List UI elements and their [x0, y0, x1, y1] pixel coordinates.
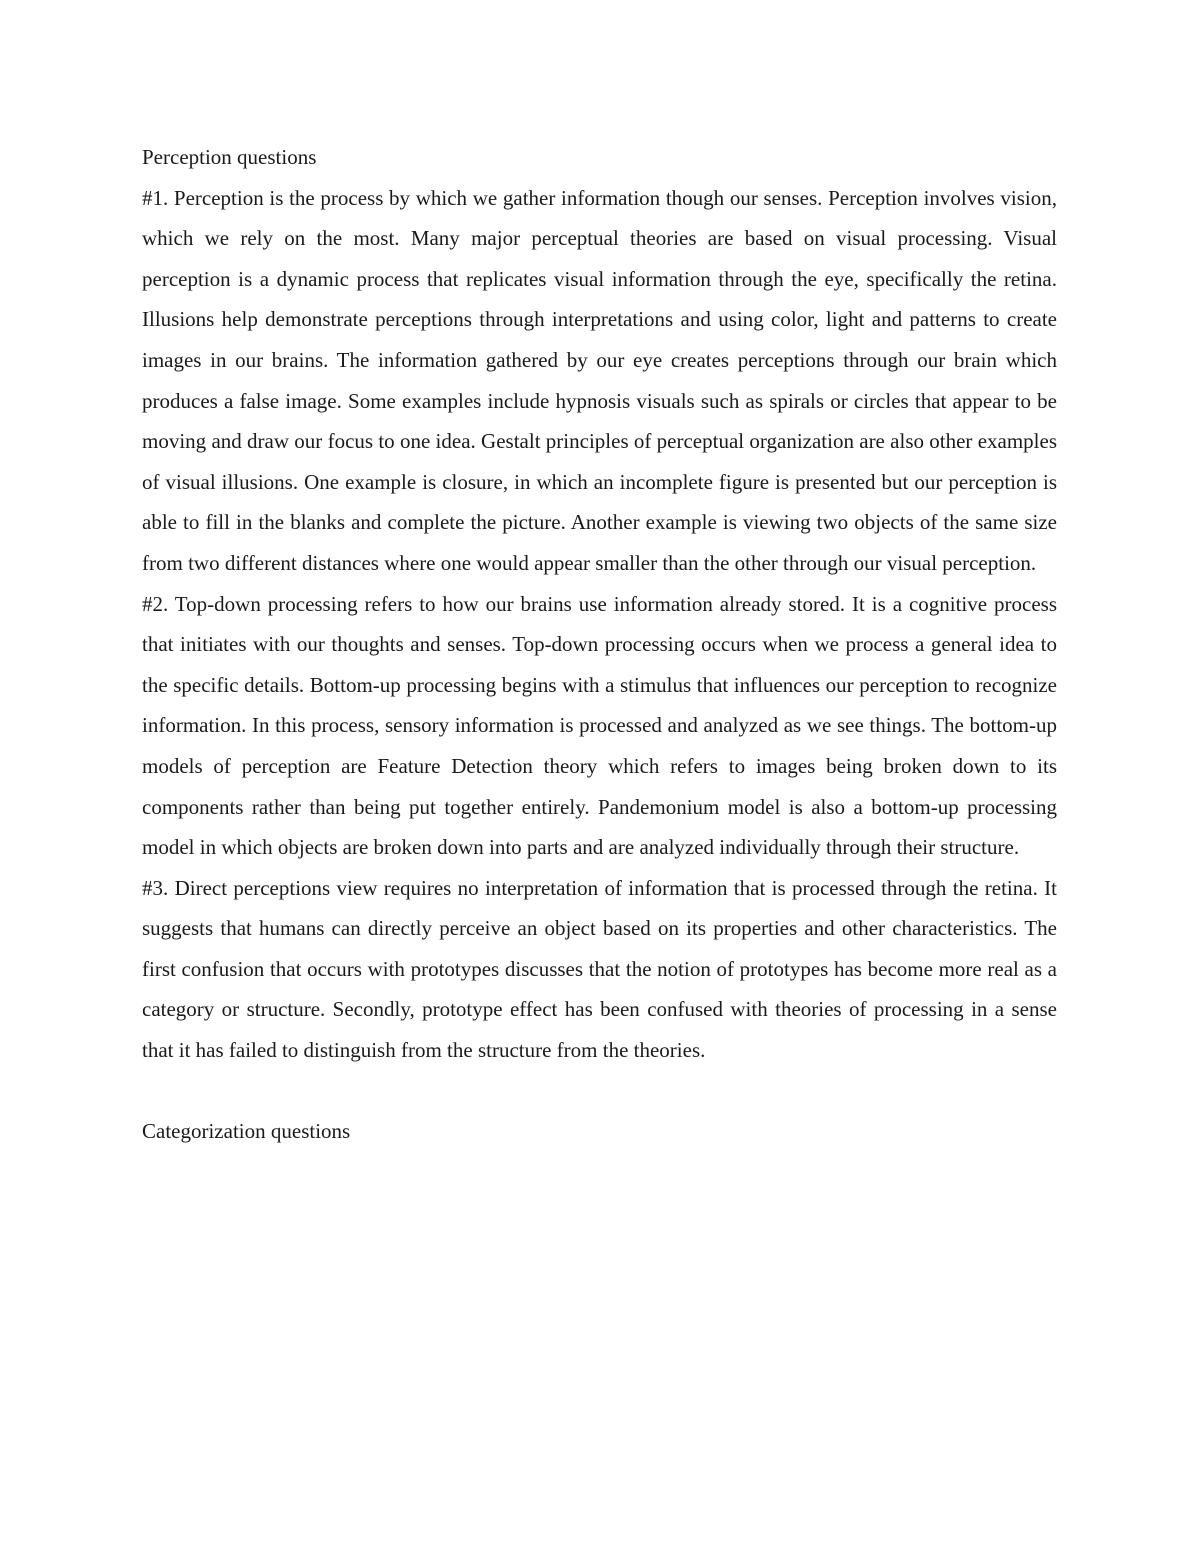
paragraph-spacer: [142, 1071, 1057, 1112]
section-heading-perception: Perception questions: [142, 145, 317, 169]
answer-1-paragraph: #1. Perception is the process by which we gather information though our senses. Perception involves vision, which we rely on the most. Many major perceptual theories are based on visual processing. Visual perception is a dynamic process that replicates visual information through the eye, specifically the retina. Illusions help demonstrate perceptions through interpretations and using color, light and patterns to create images in our brains. The information gathered by our eye creates perceptions through our brain which produces a false image. Some examples include hypnosis visuals such as spirals or circles that appear to be moving and draw our focus to one idea. Gestalt principles of perceptual organization are also other examples of visual illusions. One example is closure, in which an incomplete figure is presented but our perception is able to fill in the blanks and complete the picture. Another example is viewing two objects of the same size from two different distances where one would appear smaller than the other through our visual perception.: [142, 185, 1057, 575]
section-heading-categorization: Categorization questions: [142, 1119, 351, 1144]
answer-2-paragraph: #2. Top-down processing refers to how our brains use information already stored. It is a cognitive process that initiates with our thoughts and senses. Top-down processing occurs when we process a general idea to the specific details. Bottom-up processing begins with a stimulus that influences our perception to recognize information. In this process, sensory information is processed and analyzed as we see things. The bottom-up models of perception are Feature Detection theory which refers to images being broken down to its components rather than being put together entirely. Pandemonium model is also a bottom-up processing model in which objects are broken down into parts and are analyzed individually through their structure.: [142, 591, 1057, 860]
answer-3-paragraph: #3. Direct perceptions view requires no interpretation of information that is processed through the retina. It suggests that humans can directly perceive an object based on its properties and other characteristics. The first confusion that occurs with prototypes discusses that the notion of prototypes has become more real as a category or structure. Secondly, prototype effect has been confused with theories of processing in a sense that it has failed to distinguish from the structure from the theories.: [142, 875, 1057, 1063]
